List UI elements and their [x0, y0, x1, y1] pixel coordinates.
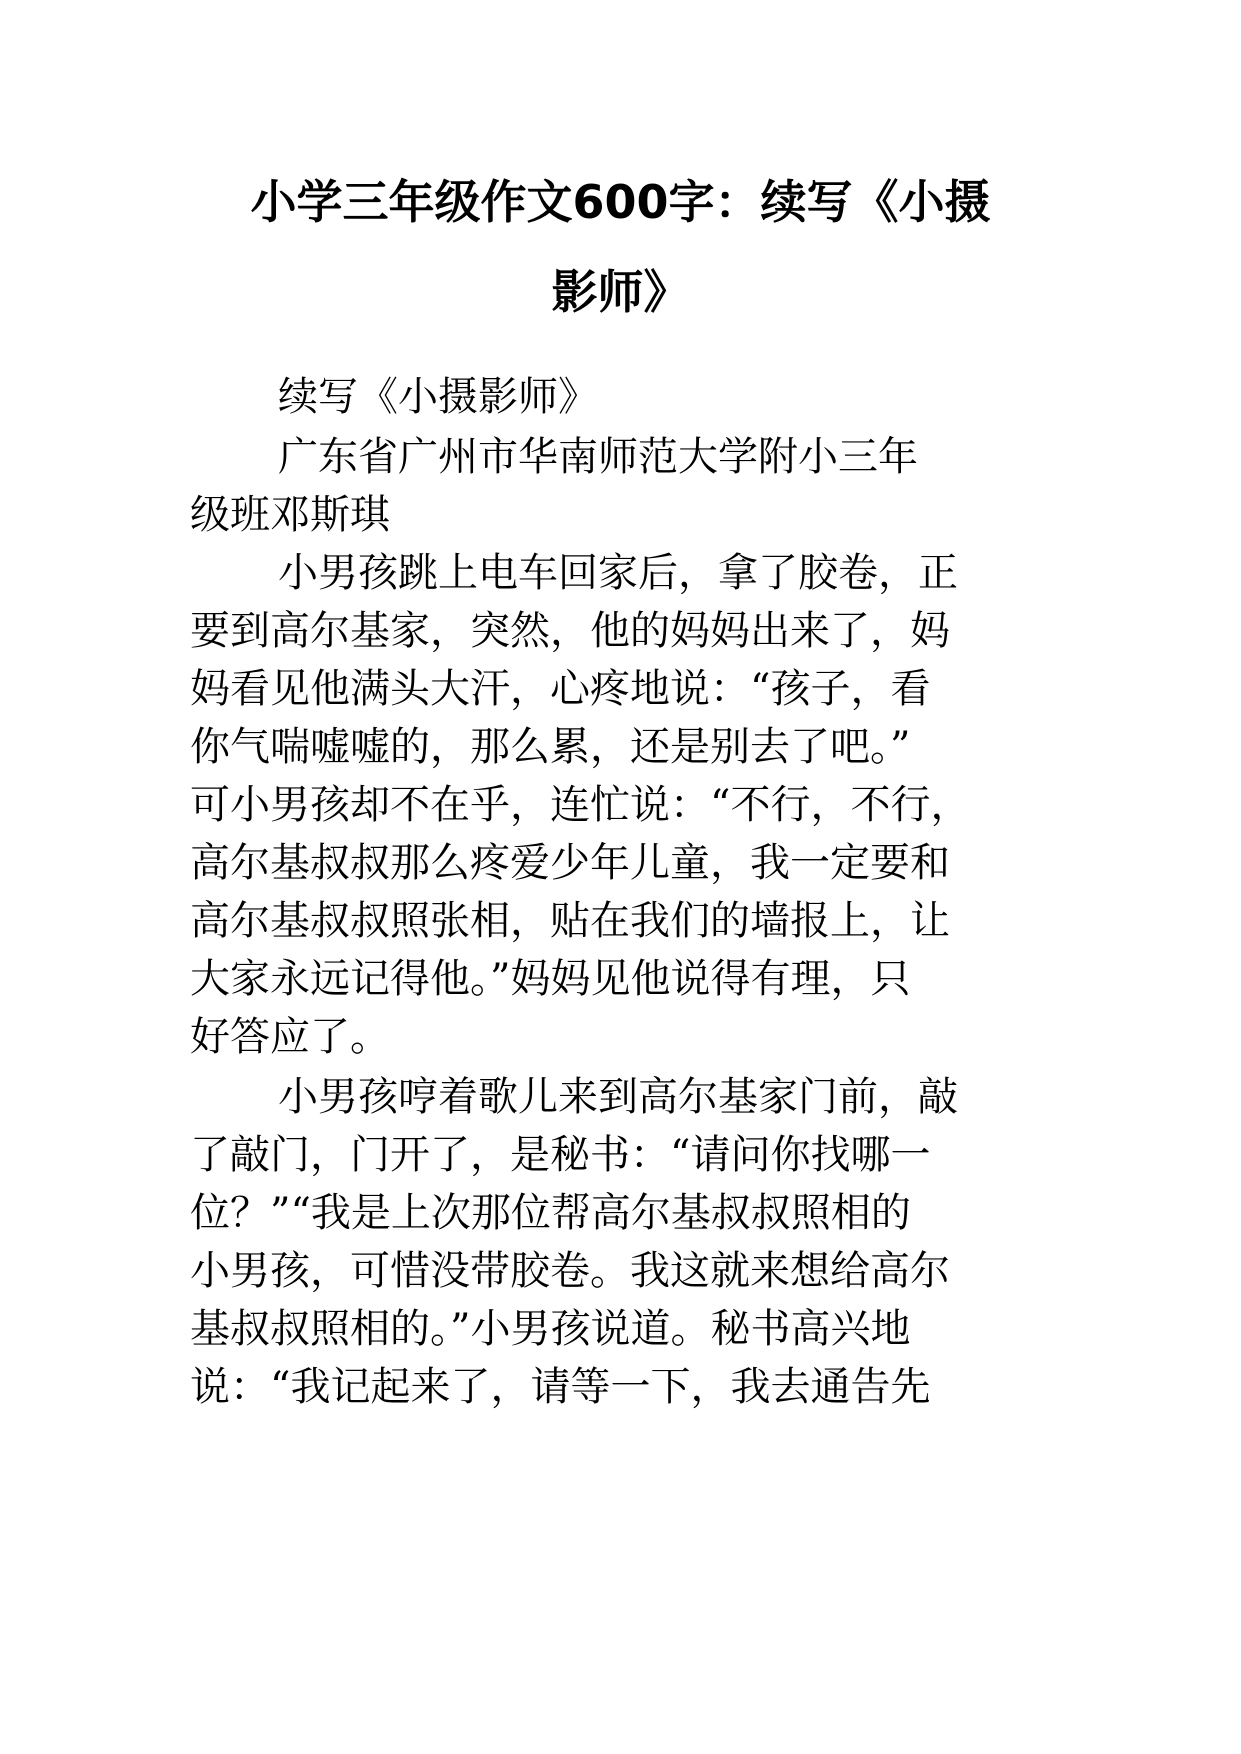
paragraph-1-line: 高尔基叔叔那么疼爱少年儿童，我一定要和: [190, 840, 950, 886]
paragraph-2-line: 说：“我记起来了，请等一下，我去通告先: [190, 1364, 931, 1410]
paragraph-2-line: 位？”“我是上次那位帮高尔基叔叔照相的: [190, 1190, 911, 1236]
author-line-2: 级班邓斯琪: [190, 492, 390, 538]
document-title-line-1: 小学三年级作文600字：续写《小摄: [250, 175, 991, 229]
paragraph-1-line: 大家永远记得他。”妈妈见他说得有理，只: [190, 956, 911, 1002]
paragraph-1-line: 好答应了。: [190, 1014, 390, 1060]
paragraph-1-line: 高尔基叔叔照张相，贴在我们的墙报上，让: [190, 898, 950, 944]
paragraph-2-line: 基叔叔照相的。”小男孩说道。秘书高兴地: [190, 1306, 911, 1352]
paragraph-1-line: 要到高尔基家，突然，他的妈妈出来了，妈: [190, 608, 950, 654]
document-title-line-2: 影师》: [551, 265, 690, 319]
subtitle: 续写《小摄影师》: [278, 374, 598, 420]
paragraph-2-line: 小男孩，可惜没带胶卷。我这就来想给高尔: [190, 1248, 950, 1294]
paragraph-2-line: 了敲门，门开了，是秘书：“请问你找哪一: [190, 1132, 931, 1178]
paragraph-1-line: 可小男孩却不在乎，连忙说：“不行，不行，: [190, 782, 971, 828]
paragraph-1-line: 小男孩跳上电车回家后，拿了胶卷，正: [278, 550, 958, 596]
author-line-1: 广东省广州市华南师范大学附小三年: [278, 434, 918, 480]
paragraph-1-line: 你气喘嘘嘘的，那么累，还是别去了吧。”: [190, 724, 911, 770]
paragraph-2-line: 小男孩哼着歌儿来到高尔基家门前，敲: [278, 1074, 958, 1120]
paragraph-1-line: 妈看见他满头大汗，心疼地说：“孩子，看: [190, 666, 931, 712]
